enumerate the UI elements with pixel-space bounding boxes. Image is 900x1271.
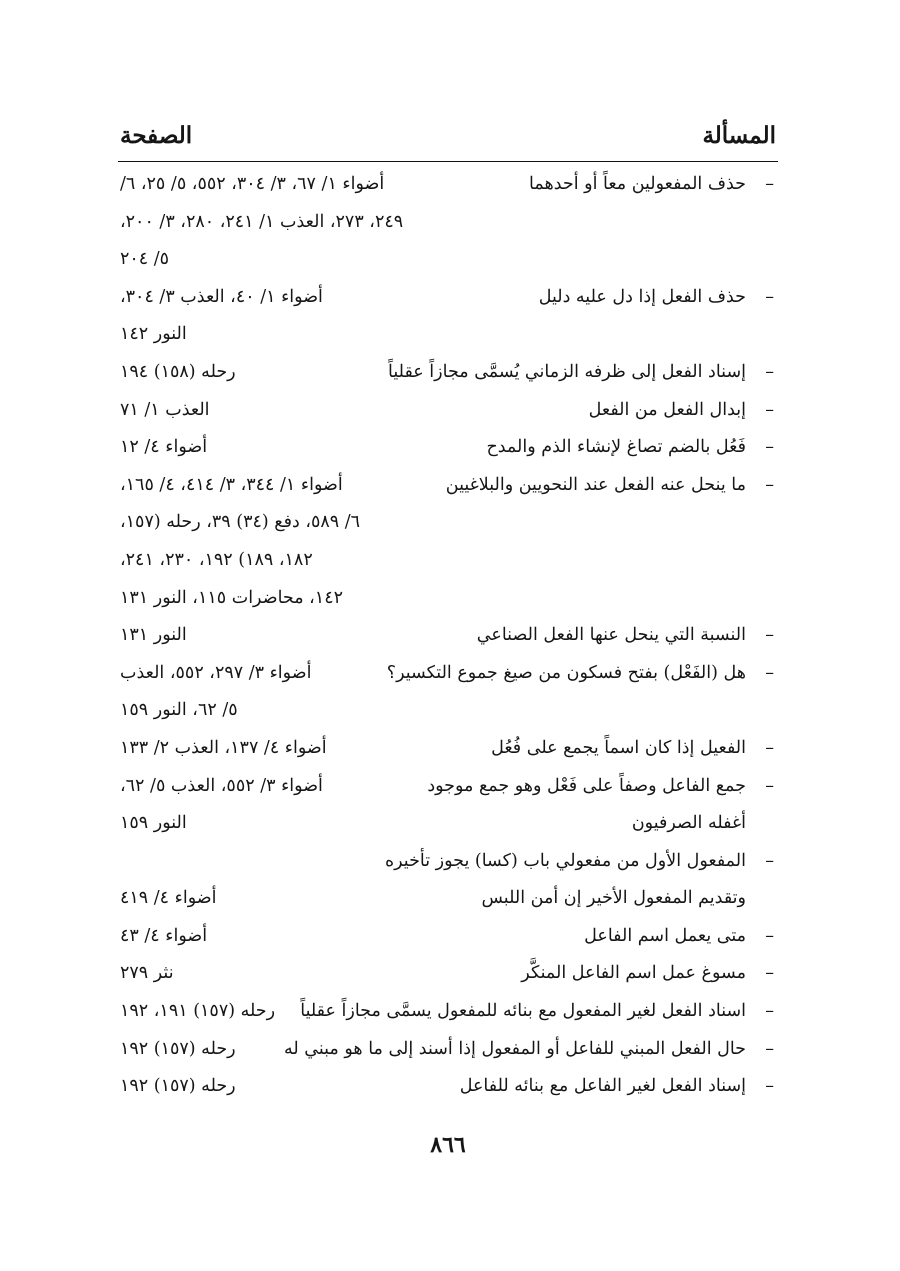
entry-topic: جمع الفاعل وصفاً على فَعْل وهو جمع موجود xyxy=(427,775,746,796)
entry-dash: – xyxy=(765,925,774,946)
index-entry xyxy=(118,880,778,918)
entry-reference: أضواء ٤/ ١٣٧، العذب ٢/ ١٣٣ xyxy=(120,737,327,758)
header-divider xyxy=(118,161,778,162)
entry-topic: حال الفعل المبني للفاعل أو المفعول إذا أسند إلى ما هو مبني له xyxy=(284,1038,746,1059)
index-entry xyxy=(118,617,778,655)
index-entry xyxy=(118,1031,778,1069)
entry-dash: – xyxy=(765,850,774,871)
entry-topic: إسناد الفعل إلى ظرفه الزماني يُسمَّى مجازاً عقلياً xyxy=(388,361,746,382)
column-title-issue: المسألة xyxy=(702,122,776,149)
index-entry xyxy=(118,392,778,430)
index-entry xyxy=(118,843,778,881)
column-title-page: الصفحة xyxy=(120,122,193,149)
entry-reference-continuation-text: ١٤٢، محاضرات ١١٥، النور ١٣١ xyxy=(120,587,343,608)
entry-topic: وتقديم المفعول الأخير إن أمن اللبس xyxy=(481,888,746,909)
entry-reference: أضواء ١/ ٤٠، العذب ٣/ ٣٠٤، xyxy=(120,286,323,307)
entry-topic: مسوغ عمل اسم الفاعل المنكَّر xyxy=(521,963,746,984)
entry-reference-continuation-text: ٥/ ٢٠٤ xyxy=(120,249,170,270)
entry-reference: أضواء ٤/ ٤١٩ xyxy=(120,888,217,909)
entry-reference-continuation-text: ٢٤٩، ٢٧٣، العذب ١/ ٢٤١، ٢٨٠، ٣/ ٢٠٠، xyxy=(120,211,404,232)
index-page xyxy=(118,118,778,1228)
entry-reference: رحله (١٥٧) ١٩٢ xyxy=(120,1038,236,1059)
entry-reference: أضواء ١/ ٣٤٤، ٣/ ٤١٤، ٤/ ١٦٥، xyxy=(120,474,343,495)
entry-dash: – xyxy=(765,286,774,307)
entry-reference: النور ١٥٩ xyxy=(120,813,187,834)
entry-topic: إبدال الفعل من الفعل xyxy=(588,399,746,420)
index-entry xyxy=(118,354,778,392)
entry-topic: إسناد الفعل لغير الفاعل مع بنائه للفاعل xyxy=(459,1076,746,1097)
entry-dash: – xyxy=(765,361,774,382)
entry-reference-continuation xyxy=(118,580,778,618)
entry-reference-continuation xyxy=(118,504,778,542)
entry-reference-continuation xyxy=(118,542,778,580)
entry-reference-continuation-text: ٥/ ٦٢، النور ١٥٩ xyxy=(120,700,238,721)
entry-dash: – xyxy=(765,1076,774,1097)
index-entry xyxy=(118,429,778,467)
entry-dash: – xyxy=(765,1038,774,1059)
index-entry xyxy=(118,467,778,505)
entry-reference: أضواء ٣/ ٥٥٢، العذب ٥/ ٦٢، xyxy=(120,775,323,796)
entry-topic: ما ينحل عنه الفعل عند النحويين والبلاغيين xyxy=(445,474,746,495)
entry-reference: أضواء ٤/ ١٢ xyxy=(120,437,208,458)
index-entries xyxy=(118,166,778,1106)
entry-reference-continuation-text: ١٨٢، ١٨٩) ١٩٢، ٢٣٠، ٢٤١، xyxy=(120,549,313,570)
entry-dash: – xyxy=(765,662,774,683)
entry-reference: النور ١٣١ xyxy=(120,625,187,646)
entry-reference: رحله (١٥٧) ١٩٢ xyxy=(120,1076,236,1097)
entry-reference: أضواء ٣/ ٢٩٧، ٥٥٢، العذب xyxy=(120,662,312,683)
index-entry xyxy=(118,279,778,317)
entry-topic: فَعُل بالضم تصاغ لإنشاء الذم والمدح xyxy=(486,437,746,458)
entry-dash: – xyxy=(765,174,774,194)
index-entry xyxy=(118,805,778,843)
entry-reference: العذب ١/ ٧١ xyxy=(120,399,210,420)
index-entry xyxy=(118,918,778,956)
entry-topic: النسبة التي ينحل عنها الفعل الصناعي xyxy=(476,625,746,646)
entry-topic: أغفله الصرفيون xyxy=(631,813,746,834)
index-entry xyxy=(118,730,778,768)
entry-reference: أضواء ١/ ٦٧، ٣/ ٣٠٤، ٥٥٢، ٥/ ٢٥، ٦/ xyxy=(120,174,385,194)
entry-reference: أضواء ٤/ ٤٣ xyxy=(120,925,208,946)
entry-topic: متى يعمل اسم الفاعل xyxy=(584,925,746,946)
entry-dash: – xyxy=(765,625,774,646)
entry-reference: نثر ٢٧٩ xyxy=(120,963,174,984)
entry-dash: – xyxy=(765,737,774,758)
entry-topic: اسناد الفعل لغير المفعول مع بنائه للمفعول يسمَّى مجازاً عقلياً xyxy=(300,1001,746,1022)
entry-reference: رحله (١٥٨) ١٩٤ xyxy=(120,361,236,382)
entry-dash: – xyxy=(765,1001,774,1022)
index-entry xyxy=(118,768,778,806)
entry-dash: – xyxy=(765,399,774,420)
entry-reference-continuation-text: النور ١٤٢ xyxy=(120,324,187,345)
entry-reference-continuation xyxy=(118,692,778,730)
entry-dash: – xyxy=(765,963,774,984)
entry-topic: حذف المفعولين معاً أو أحدهما xyxy=(529,174,746,194)
index-entry xyxy=(118,955,778,993)
page-number: ٨٦٦ xyxy=(430,1132,466,1158)
entry-dash: – xyxy=(765,775,774,796)
entry-topic: المفعول الأول من مفعولي باب (كسا) يجوز تأخيره xyxy=(384,850,746,871)
index-entry xyxy=(118,166,778,204)
entry-reference-continuation-text: ٦/ ٥٨٩، دفع (٣٤) ٣٩، رحله (١٥٧، xyxy=(120,512,361,533)
entry-reference-continuation xyxy=(118,204,778,242)
entry-topic: الفعيل إذا كان اسماً يجمع على فُعُل xyxy=(491,737,746,758)
entry-reference: رحله (١٥٧) ١٩١، ١٩٢ xyxy=(120,1001,276,1022)
index-entry xyxy=(118,993,778,1031)
index-entry xyxy=(118,655,778,693)
entry-reference-continuation xyxy=(118,316,778,354)
table-header xyxy=(118,118,778,160)
entry-dash: – xyxy=(765,437,774,458)
entry-topic: هل (الفَعْل) بفتح فسكون من صيغ جموع التكسير؟ xyxy=(386,662,746,683)
entry-reference-continuation xyxy=(118,241,778,279)
index-entry xyxy=(118,1068,778,1106)
entry-dash: – xyxy=(765,474,774,495)
entry-topic: حذف الفعل إذا دل عليه دليل xyxy=(538,286,746,307)
